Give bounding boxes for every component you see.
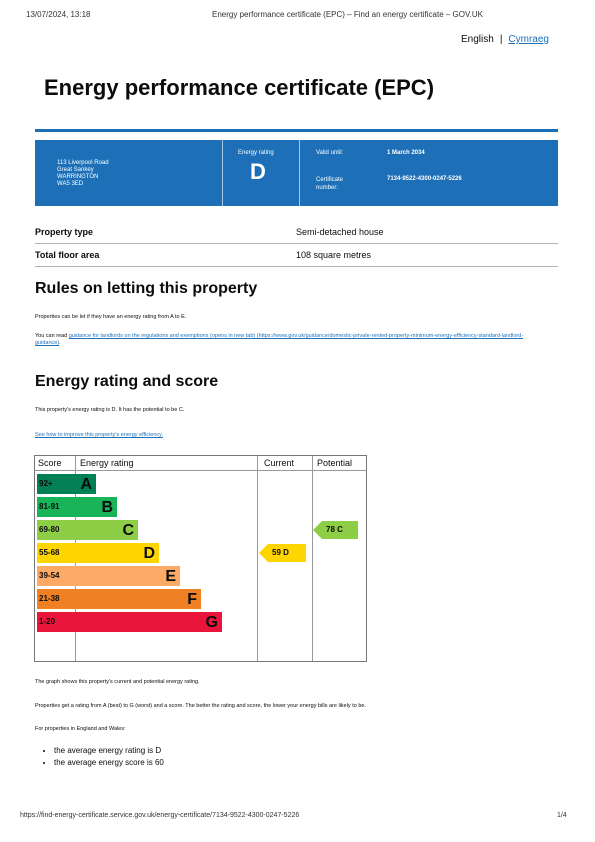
language-separator: | <box>499 34 503 45</box>
header-score: Score <box>38 458 62 468</box>
valid-until-value: 1 March 2034 <box>387 150 425 156</box>
row-value: Semi-detached house <box>296 227 384 237</box>
letting-heading: Rules on letting this property <box>35 280 258 297</box>
chart-explanation: The graph shows this property's current and potential energy rating. <box>35 679 200 685</box>
banner-divider <box>299 140 300 206</box>
language-english: English <box>461 34 494 45</box>
guidance-link[interactable]: guidance for landlords on the regulations and exemptions (opens in new tab) (https://www.gov.uk/guidance/domestic-private-rented-property-minimum-energy-efficiency-standard-landlord-guidance) <box>35 333 524 346</box>
row-value: 108 square metres <box>296 250 372 260</box>
band-score-range: 69-80 <box>39 525 60 534</box>
epc-summary-banner <box>35 140 558 206</box>
print-page-number: 1/4 <box>557 812 567 819</box>
table-row <box>35 221 558 244</box>
energy-rating-value: D <box>250 159 266 184</box>
rating-band-c <box>37 520 138 540</box>
band-letter: A <box>80 476 92 493</box>
print-url: https://find-energy-certificate.service.gov.uk/energy-certificate/7134-9522-4300-0247-5226 <box>20 812 300 819</box>
letting-guidance-paragraph <box>35 333 540 347</box>
valid-until-label: Valid until: <box>316 150 344 156</box>
band-score-range: 92+ <box>39 479 53 488</box>
address-line: WARRINGTON <box>57 174 99 180</box>
band-letter: D <box>143 545 155 562</box>
property-address <box>57 160 109 188</box>
rating-band-e <box>37 566 180 586</box>
band-letter: G <box>205 614 218 631</box>
current-rating-arrow-label: 59 D <box>272 548 289 557</box>
band-score-range: 55-68 <box>39 548 60 557</box>
header-energy-rating: Energy rating <box>80 458 134 468</box>
band-score-range: 39-54 <box>39 571 60 580</box>
table-row <box>35 244 558 267</box>
chart-divider <box>257 456 258 661</box>
print-page-title: Energy performance certificate (EPC) – Find an energy certificate – GOV.UK <box>212 10 483 19</box>
rating-band-g <box>37 612 222 632</box>
list-item: • the average energy rating is D <box>54 745 164 757</box>
improve-efficiency-link[interactable]: See how to improve this property's energy efficiency. <box>35 432 164 438</box>
address-line: Great Sankey <box>57 167 94 173</box>
energy-rating-label: Energy rating <box>238 150 274 156</box>
language-switcher <box>461 34 549 45</box>
rating-band-f <box>37 589 201 609</box>
band-letter: C <box>122 522 134 539</box>
letting-paragraph: Properties can be let if they have an energy rating from A to E. <box>35 314 187 320</box>
row-key: Property type <box>35 227 94 237</box>
rating-paragraph: This property's energy rating is D. It has the potential to be C. <box>35 407 185 413</box>
row-key: Total floor area <box>35 250 100 260</box>
certificate-number-value: 7134-9522-4300-0247-5226 <box>387 176 462 182</box>
print-datetime: 13/07/2024, 13:18 <box>26 10 91 19</box>
band-letter: B <box>101 499 113 516</box>
banner-divider <box>222 140 223 206</box>
arrow-tip <box>259 544 268 562</box>
guidance-prefix: You can read <box>35 333 69 339</box>
title-underline <box>35 129 558 132</box>
chart-header-line <box>35 470 366 471</box>
rating-band-a <box>37 474 96 494</box>
chart-divider <box>312 456 313 661</box>
guidance-suffix: . <box>59 340 61 346</box>
band-score-range: 81-91 <box>39 502 60 511</box>
england-wales-intro: For properties in England and Wales: <box>35 726 126 732</box>
potential-rating-arrow-label: 78 C <box>326 525 343 534</box>
header-potential: Potential <box>317 458 353 468</box>
rating-band-d <box>37 543 159 563</box>
average-list <box>40 745 164 769</box>
energy-rating-chart <box>34 455 367 662</box>
rating-heading: Energy rating and score <box>35 373 219 390</box>
address-line: 113 Liverpool Road <box>57 160 109 166</box>
band-score-range: 1-20 <box>39 617 56 626</box>
band-letter: F <box>187 591 197 608</box>
page-title: Energy performance certificate (EPC) <box>44 75 435 100</box>
rating-band-b <box>37 497 117 517</box>
arrow-tip <box>313 521 322 539</box>
header-current: Current <box>264 458 295 468</box>
band-score-range: 21-38 <box>39 594 60 603</box>
current-rating-arrow <box>268 544 306 562</box>
potential-rating-arrow <box>322 521 358 539</box>
address-line: WA5 3ED <box>57 181 84 187</box>
certificate-number-label: Certificate number: <box>316 177 344 191</box>
band-letter: E <box>165 568 176 585</box>
language-welsh-link[interactable]: Cymraeg <box>508 34 549 45</box>
rating-explanation: Properties get a rating from A (best) to G (worst) and a score. The better the rating and score, the lower your energy bills are likely to be. <box>35 703 366 709</box>
list-item: • the average energy score is 60 <box>54 757 164 769</box>
